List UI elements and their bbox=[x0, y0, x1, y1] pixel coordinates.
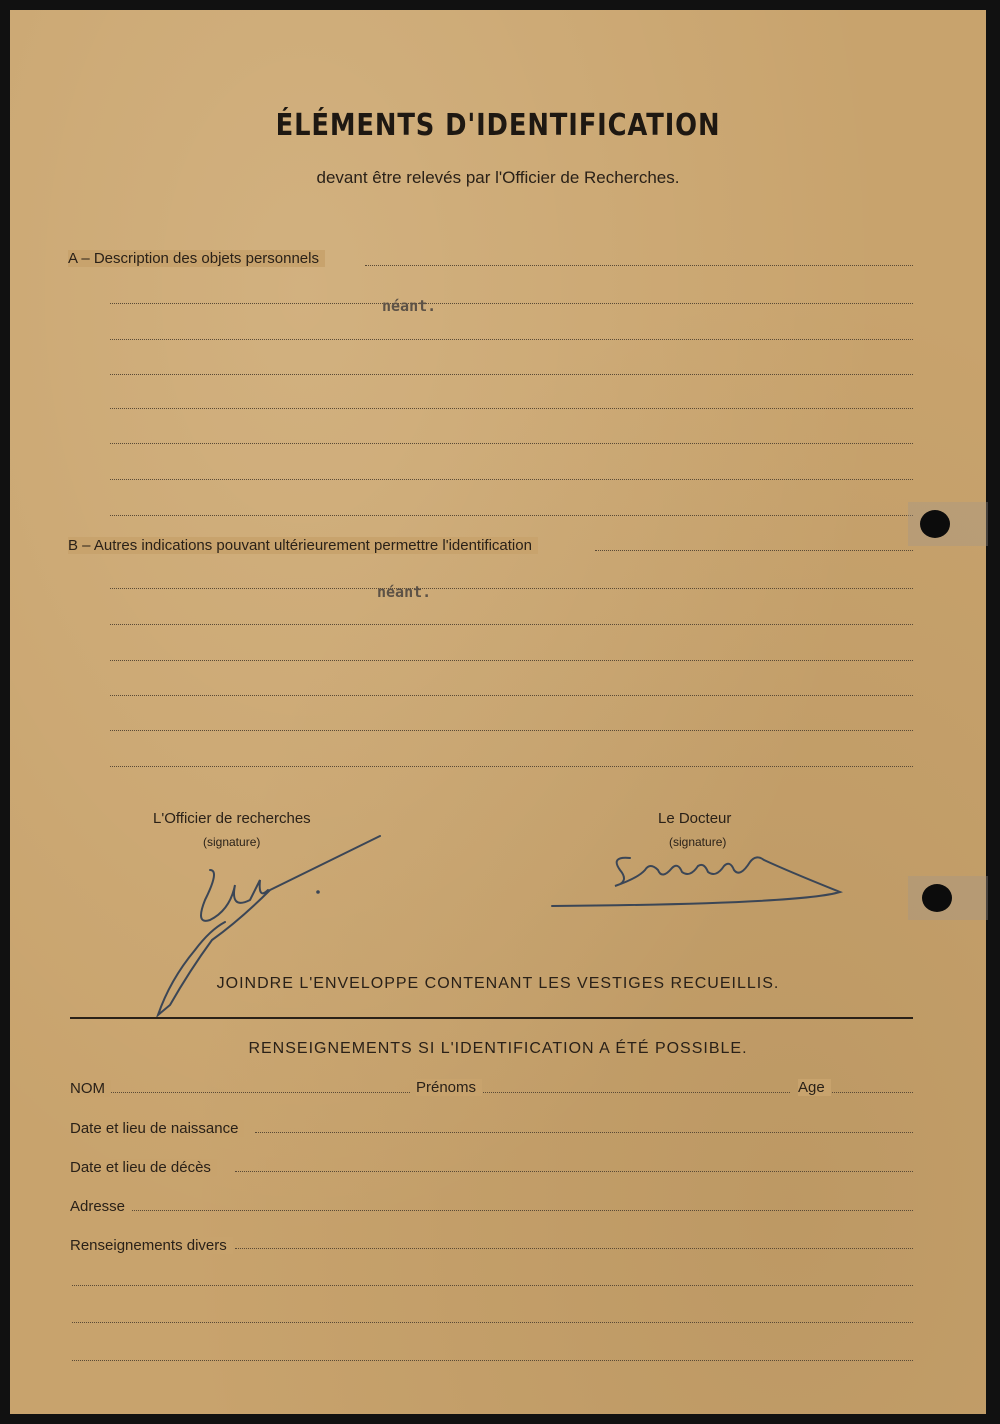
naissance-label: Date et lieu de naissance bbox=[70, 1120, 244, 1137]
section-b-line bbox=[110, 730, 913, 731]
section-a-label: A – Description des objets personnels bbox=[68, 250, 325, 267]
punch-hole bbox=[920, 510, 950, 538]
section-a-line bbox=[110, 443, 913, 444]
section-b-first-line bbox=[595, 550, 913, 551]
divers-label: Renseignements divers bbox=[70, 1237, 233, 1254]
section-b-line bbox=[110, 660, 913, 661]
divers-extra-line bbox=[72, 1285, 913, 1286]
section-b-line bbox=[110, 624, 913, 625]
divers-line bbox=[235, 1248, 913, 1249]
deces-label: Date et lieu de décès bbox=[70, 1159, 217, 1176]
page-subtitle: devant être relevés par l'Officier de Recherches. bbox=[316, 168, 680, 187]
prenoms-label: Prénoms bbox=[416, 1079, 482, 1096]
age-label: Age bbox=[798, 1079, 831, 1096]
naissance-line bbox=[255, 1132, 913, 1133]
page-title: ÉLÉMENTS D'IDENTIFICATION bbox=[275, 108, 721, 143]
divers-extra-line bbox=[72, 1360, 913, 1361]
section-a-first-line bbox=[365, 265, 913, 266]
divers-extra-line bbox=[72, 1322, 913, 1323]
prenoms-line bbox=[478, 1092, 790, 1093]
section-b-line bbox=[110, 766, 913, 767]
section-b-label: B – Autres indications pouvant ultérieurement permettre l'identification bbox=[68, 537, 538, 554]
section-b-typed-value: néant. bbox=[377, 583, 432, 601]
identification-heading: RENSEIGNEMENTS SI L'IDENTIFICATION A ÉTÉ POSSIBLE. bbox=[248, 1040, 748, 1057]
section-a-line bbox=[110, 303, 913, 304]
section-b-line bbox=[110, 695, 913, 696]
punch-hole bbox=[922, 884, 952, 912]
doctor-signature bbox=[550, 848, 850, 918]
deces-line bbox=[235, 1171, 913, 1172]
age-line bbox=[830, 1092, 913, 1093]
doctor-signature-title: Le Docteur bbox=[658, 810, 732, 827]
section-a-line bbox=[110, 479, 913, 480]
section-a-typed-value: néant. bbox=[382, 297, 437, 315]
nom-line bbox=[110, 1092, 410, 1093]
section-a-line bbox=[110, 374, 913, 375]
section-a-line bbox=[110, 339, 913, 340]
officer-signature-title: L'Officier de recherches bbox=[153, 810, 311, 827]
section-b-line bbox=[110, 588, 913, 589]
officer-signature-note: (signature) bbox=[203, 835, 261, 849]
form-sheet bbox=[10, 10, 986, 1414]
doctor-signature-note: (signature) bbox=[669, 835, 727, 849]
nom-label: NOM bbox=[70, 1080, 111, 1097]
section-a-line bbox=[110, 408, 913, 409]
divider-rule bbox=[70, 1017, 913, 1019]
instruction-text: JOINDRE L'ENVELOPPE CONTENANT LES VESTIGES RECUEILLIS. bbox=[216, 975, 780, 992]
adresse-label: Adresse bbox=[70, 1198, 131, 1215]
adresse-line bbox=[130, 1210, 913, 1211]
section-a-line bbox=[110, 515, 913, 516]
